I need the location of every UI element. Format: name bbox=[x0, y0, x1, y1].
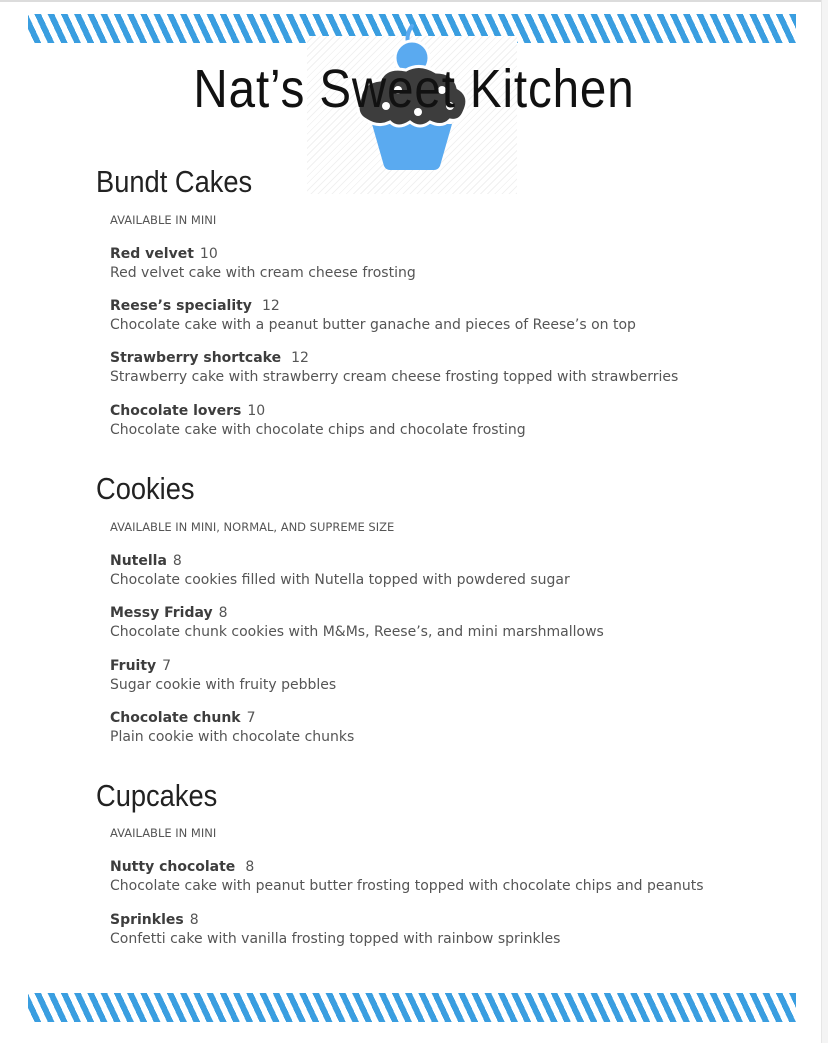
item-description: Chocolate cake with chocolate chips and chocolate frosting bbox=[110, 422, 526, 438]
section-title-bundt-cakes: Bundt Cakes bbox=[96, 164, 253, 199]
item-name: Nutty chocolate bbox=[110, 859, 236, 875]
item-name: Fruity bbox=[110, 658, 157, 674]
menu-item bbox=[110, 295, 636, 333]
availability-note: AVAILABLE IN MINI, NORMAL, AND SUPREME SIZE bbox=[110, 520, 395, 534]
section-title-cookies: Cookies bbox=[96, 471, 195, 506]
item-description: Sugar cookie with fruity pebbles bbox=[110, 677, 337, 693]
item-description: Chocolate cake with peanut butter frosting topped with chocolate chips and peanuts bbox=[110, 878, 704, 894]
bottom-stripe-border bbox=[28, 993, 796, 1022]
item-price: 8 bbox=[245, 859, 255, 875]
item-price: 10 bbox=[199, 246, 218, 262]
availability-note: AVAILABLE IN MINI bbox=[110, 213, 217, 227]
item-price: 8 bbox=[189, 912, 199, 928]
item-price: 7 bbox=[246, 710, 256, 726]
menu-item bbox=[110, 856, 704, 894]
page-edge bbox=[821, 0, 828, 1043]
availability-note: AVAILABLE IN MINI bbox=[110, 826, 217, 840]
item-name: Messy Friday bbox=[110, 605, 213, 621]
menu-item bbox=[110, 243, 416, 281]
item-description: Chocolate cake with a peanut butter ganache and pieces of Reese’s on top bbox=[110, 317, 636, 333]
item-description: Strawberry cake with strawberry cream cheese frosting topped with strawberries bbox=[110, 369, 679, 385]
item-name: Chocolate chunk bbox=[110, 710, 241, 726]
menu-item bbox=[110, 602, 604, 640]
item-name: Nutella bbox=[110, 553, 167, 569]
item-price: 12 bbox=[291, 350, 309, 366]
top-border bbox=[0, 0, 828, 2]
item-description: Chocolate chunk cookies with M&Ms, Reese’s, and mini marshmallows bbox=[110, 624, 604, 640]
menu-item bbox=[110, 400, 526, 438]
item-price: 7 bbox=[162, 658, 172, 674]
item-name: Reese’s speciality bbox=[110, 298, 252, 314]
item-name: Strawberry shortcake bbox=[110, 350, 282, 366]
item-price: 8 bbox=[172, 553, 182, 569]
item-price: 10 bbox=[247, 403, 266, 419]
item-name: Sprinkles bbox=[110, 912, 184, 928]
item-name: Red velvet bbox=[110, 246, 194, 262]
menu-item bbox=[110, 707, 354, 745]
item-price: 8 bbox=[218, 605, 228, 621]
item-description: Red velvet cake with cream cheese frosting bbox=[110, 265, 416, 281]
menu-item bbox=[110, 655, 336, 693]
menu-item bbox=[110, 550, 570, 588]
section-title-cupcakes: Cupcakes bbox=[96, 778, 218, 813]
menu-item bbox=[110, 347, 678, 385]
item-price: 12 bbox=[261, 298, 280, 314]
item-description: Chocolate cookies filled with Nutella topped with powdered sugar bbox=[110, 572, 570, 588]
item-description: Plain cookie with chocolate chunks bbox=[110, 729, 355, 745]
item-name: Chocolate lovers bbox=[110, 403, 242, 419]
page-title: Nat’s Sweet Kitchen bbox=[193, 59, 635, 119]
menu-item bbox=[110, 909, 560, 947]
item-description: Confetti cake with vanilla frosting topped with rainbow sprinkles bbox=[110, 931, 561, 947]
